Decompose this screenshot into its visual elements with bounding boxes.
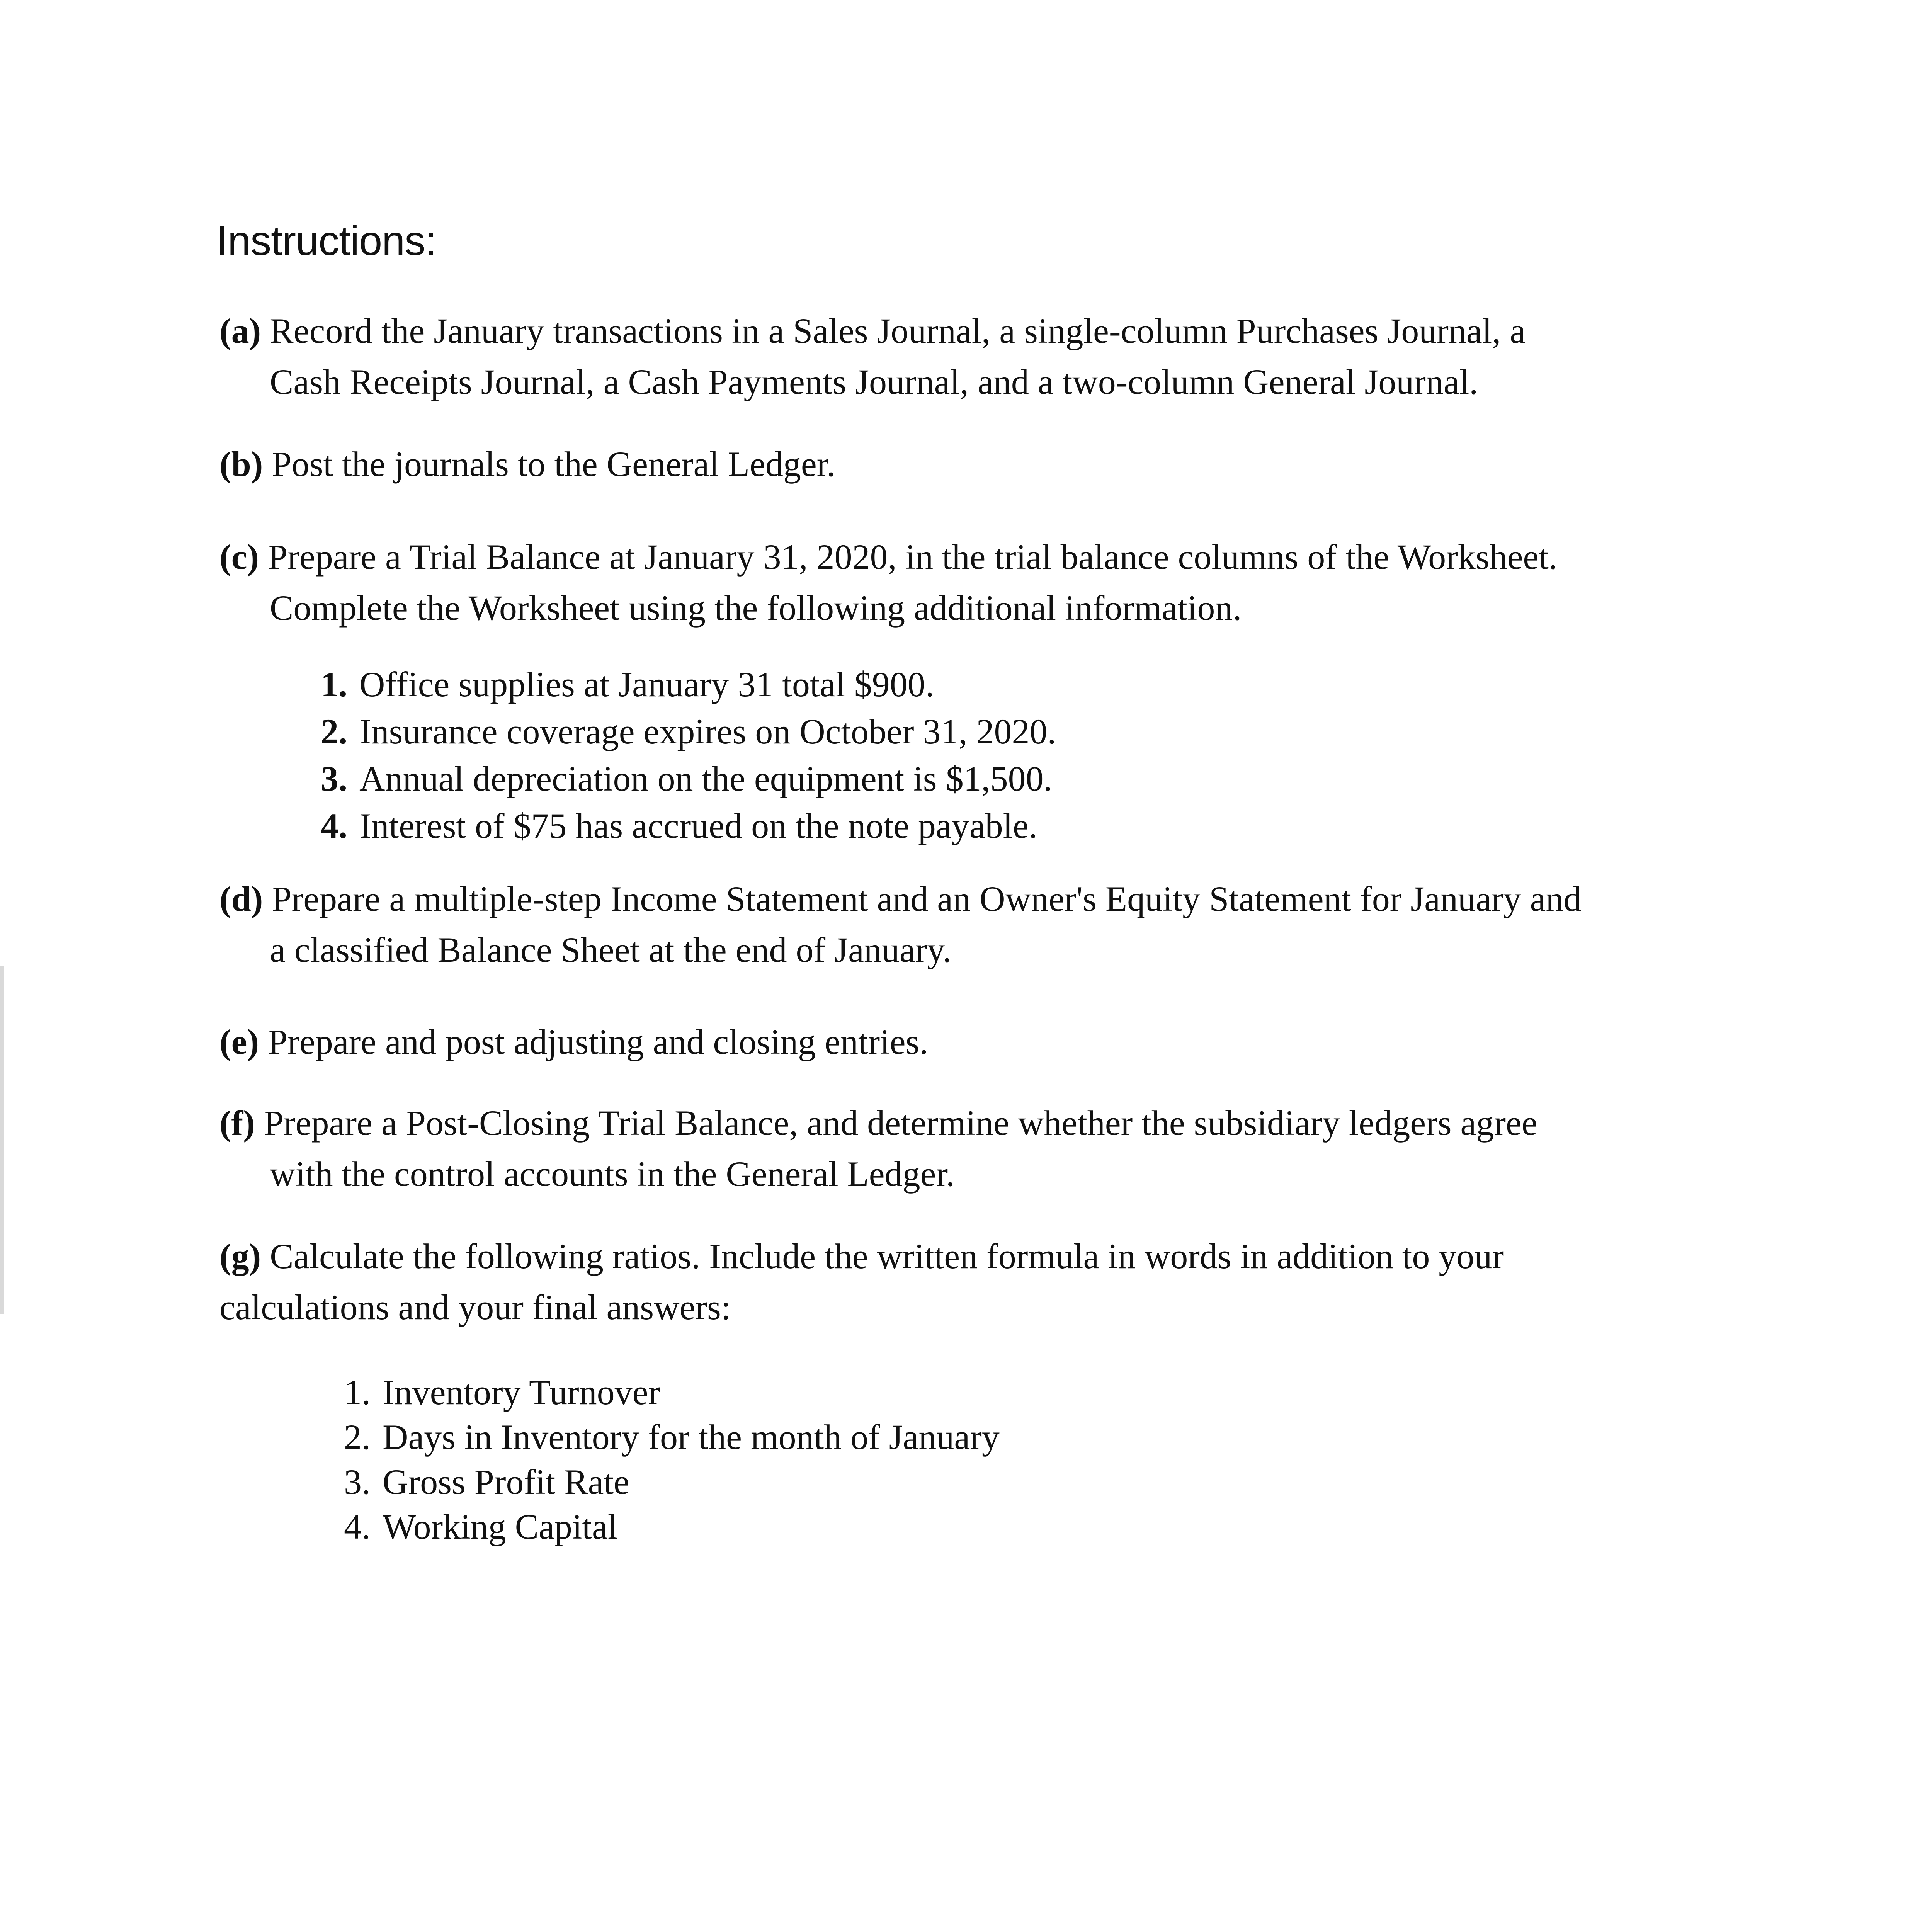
instruction-a (219, 305, 1726, 407)
list-item: 2. Insurance coverage expires on October 31, 2020. (321, 712, 1056, 751)
instruction-text-continued: Cash Receipts Journal, a Cash Payments Journal, and a two-column General Journal. (270, 362, 1478, 401)
ratio-list (344, 1370, 1580, 1549)
instruction-label: (d) (219, 879, 263, 918)
list-item: 3. Gross Profit Rate (344, 1462, 629, 1502)
list-item: 1. Inventory Turnover (344, 1372, 660, 1412)
instruction-label: (f) (219, 1103, 255, 1143)
list-item: 4. Working Capital (344, 1507, 618, 1546)
instruction-label: (b) (219, 444, 263, 484)
instruction-text-continued: with the control accounts in the General Ledger. (270, 1154, 955, 1194)
instruction-text: Record the January transactions in a Sales Journal, a single-column Purchases Journal, a (270, 311, 1526, 350)
instruction-label: (c) (219, 537, 259, 577)
instruction-e (219, 1016, 1726, 1067)
instruction-label: (a) (219, 311, 261, 350)
list-item: 3. Annual depreciation on the equipment is $1,500. (321, 759, 1053, 798)
list-item: 2. Days in Inventory for the month of January (344, 1417, 1000, 1457)
instruction-g (219, 1231, 1726, 1333)
instruction-label: (e) (219, 1022, 259, 1061)
instruction-text: Prepare a multiple-step Income Statement and an Owner's Equity Statement for January and (272, 879, 1582, 918)
instruction-text-continued: a classified Balance Sheet at the end of January. (270, 930, 952, 969)
instructions-heading: Instructions: (216, 217, 437, 264)
instruction-text: Post the journals to the General Ledger. (272, 444, 836, 484)
list-item: 4. Interest of $75 has accrued on the note payable. (321, 806, 1037, 845)
instruction-text: Calculate the following ratios. Include the written formula in words in addition to your (270, 1236, 1504, 1276)
list-item: 1. Office supplies at January 31 total $900. (321, 665, 934, 704)
adjustment-info-list (321, 661, 1557, 849)
instruction-label: (g) (219, 1236, 261, 1276)
instruction-b (219, 439, 1726, 490)
instruction-text: Prepare and post adjusting and closing entries. (268, 1022, 929, 1061)
instruction-f (219, 1097, 1726, 1199)
instruction-text-continued: Complete the Worksheet using the following additional information. (270, 588, 1242, 628)
instruction-text: Prepare a Post-Closing Trial Balance, and determine whether the subsidiary ledgers agree (264, 1103, 1537, 1143)
instruction-c (219, 531, 1726, 633)
scan-edge-shadow (0, 966, 4, 1314)
instruction-text-continued: calculations and your final answers: (219, 1287, 731, 1327)
instruction-text: Prepare a Trial Balance at January 31, 2020, in the trial balance columns of the Worksheet. (268, 537, 1558, 577)
instruction-d (219, 873, 1726, 975)
